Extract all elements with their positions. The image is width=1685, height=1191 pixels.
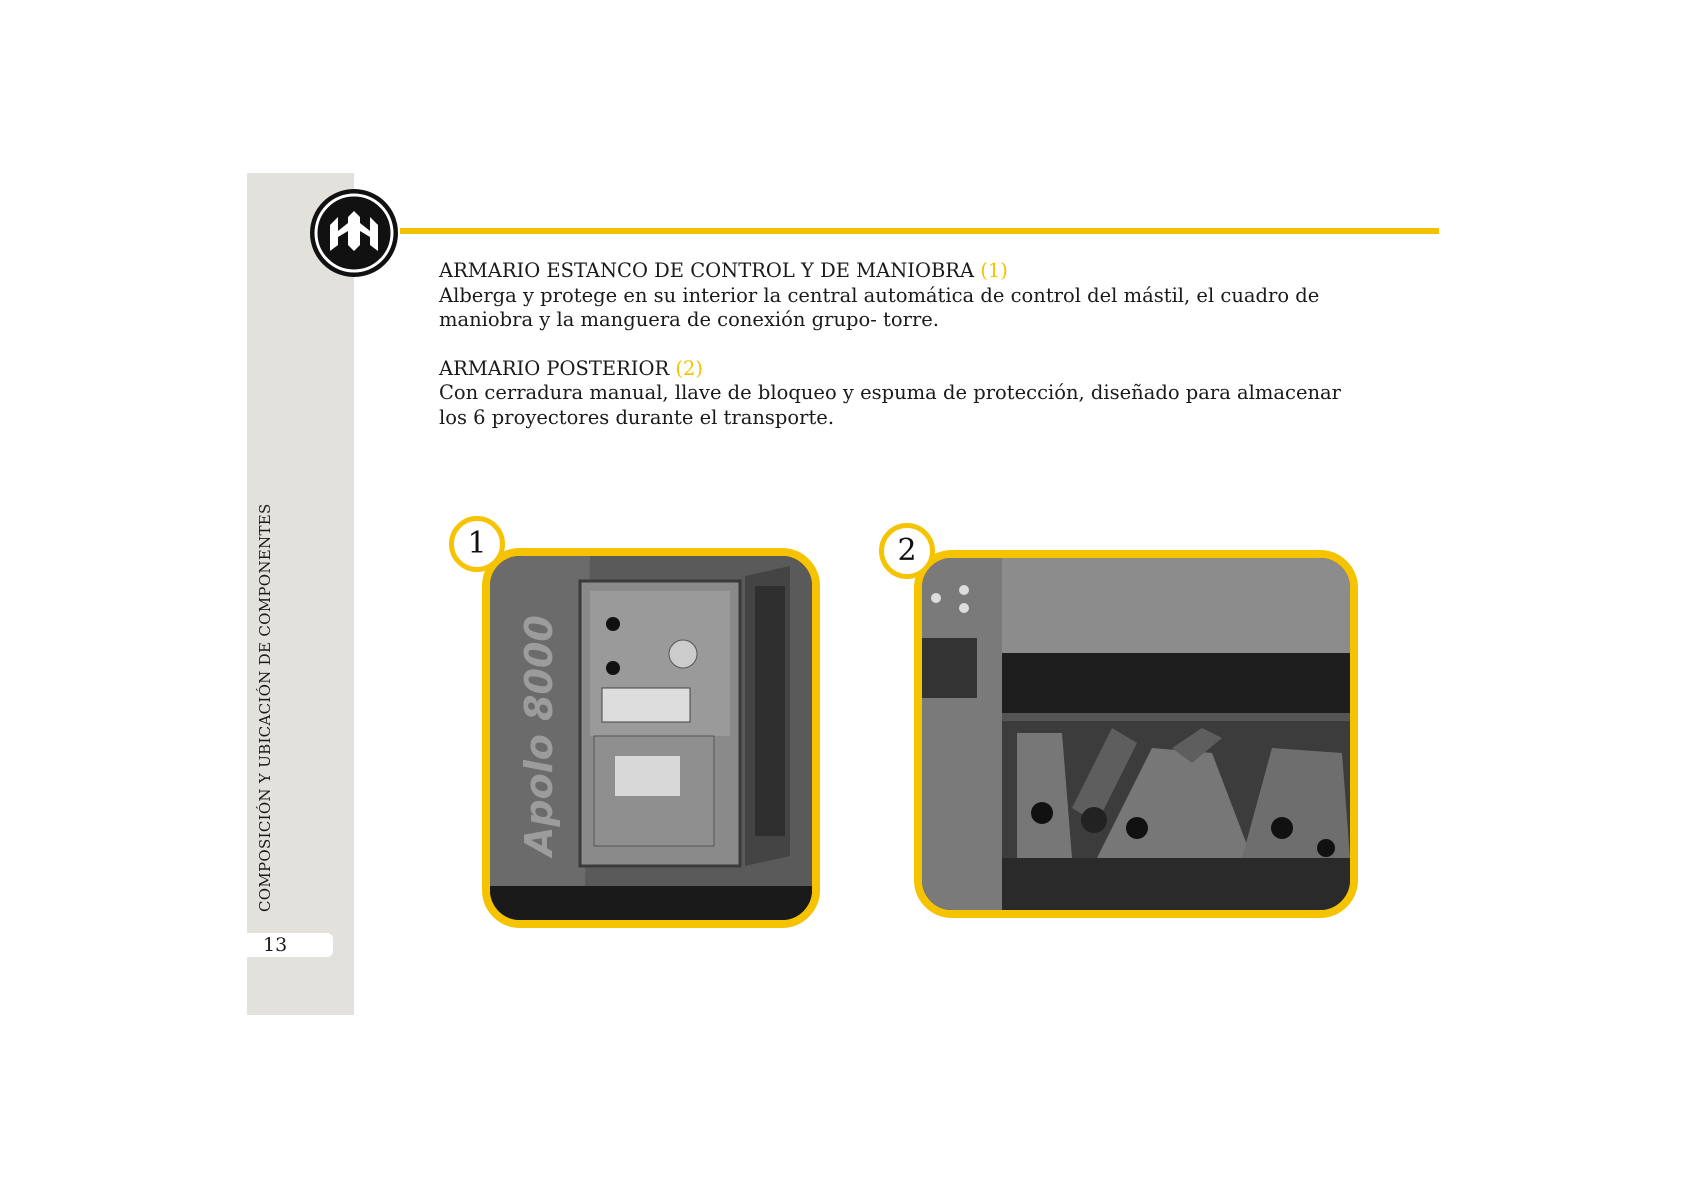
header-rule [400, 228, 1439, 234]
section-2-body: Con cerradura manual, llave de bloqueo y espuma de protección, diseñado para almacenar los 6 proyectores durante el transporte. [439, 381, 1341, 429]
control-cabinet-photo [482, 548, 820, 928]
apolo-8000-brand: Apolo 8000 [517, 615, 561, 856]
page-number-box [247, 933, 333, 957]
photo-badge-1: 1 [449, 516, 505, 572]
section-title-vertical: COMPOSICIÓN Y UBICACIÓN DE COMPONENTES [256, 503, 274, 912]
page-number: 13 [263, 934, 288, 956]
section-1-body: Alberga y protege en su interior la central automática de control del mástil, el cuadro de maniobra y la manguera de conexión grupo- torre. [439, 283, 1320, 331]
brand-logo-icon [308, 187, 400, 279]
content [439, 259, 1359, 430]
photo-badge-2: 2 [879, 523, 935, 579]
rear-cabinet-photo [914, 550, 1358, 918]
section-1-heading: ARMARIO ESTANCO DE CONTROL Y DE MANIOBRA (1) [439, 259, 1008, 282]
section-2-heading: ARMARIO POSTERIOR (2) [439, 356, 703, 380]
